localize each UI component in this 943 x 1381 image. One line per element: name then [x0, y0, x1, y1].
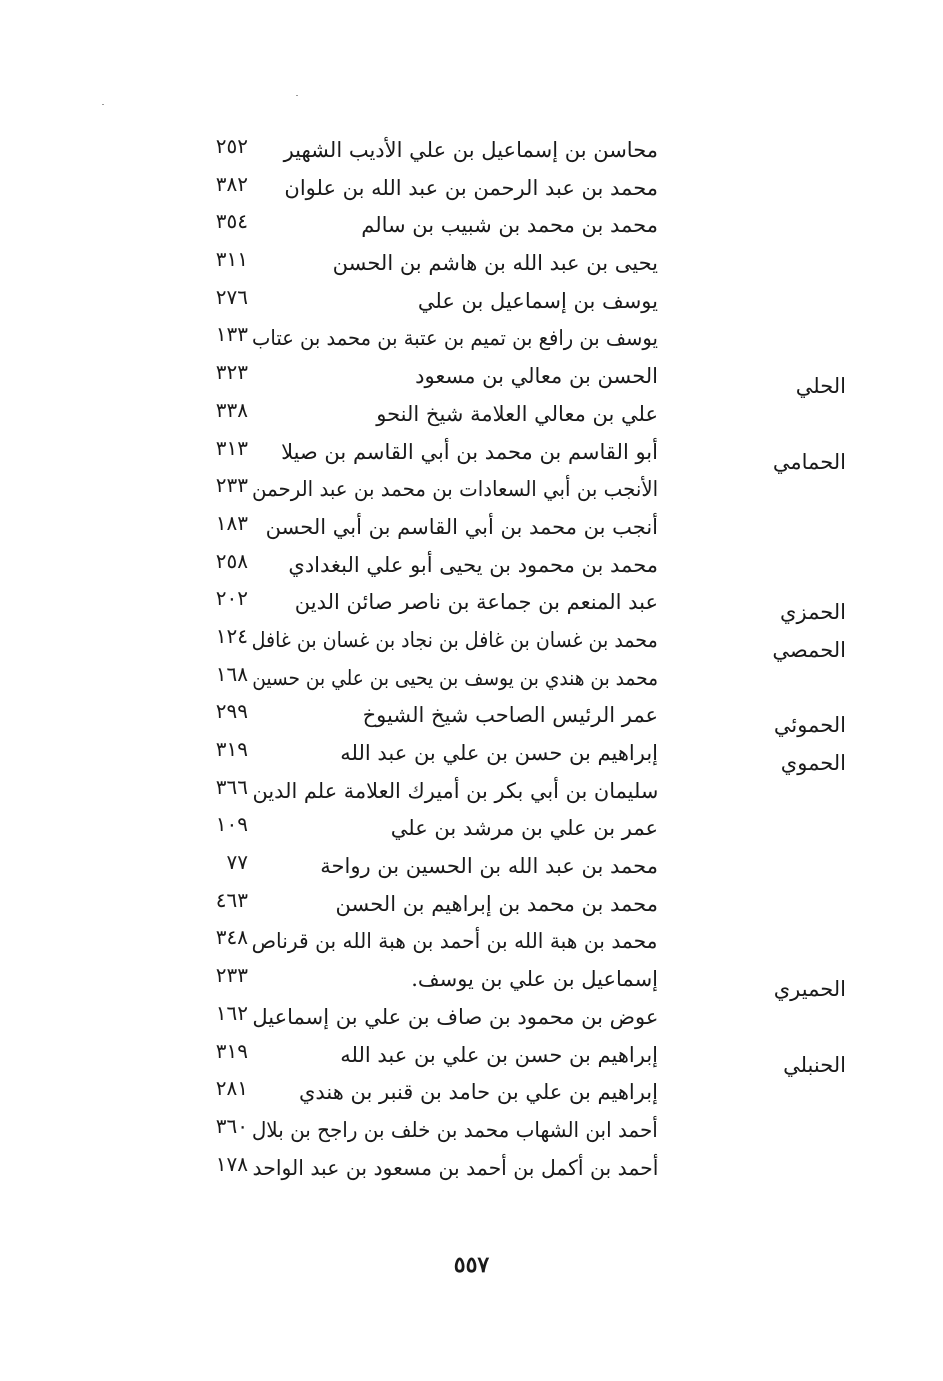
index-entry [0, 172, 943, 210]
page-reference: ٢٣٣ [215, 473, 248, 498]
page-reference: ٣٦٦ [215, 774, 248, 799]
person-name: أحمد ابن الشهاب محمد بن خلف بن راجح بن بلال [251, 1117, 658, 1142]
index-entry [0, 398, 943, 436]
index-entry [0, 888, 943, 926]
page-reference: ٢٩٩ [215, 699, 248, 724]
page-reference: ٢٠٢ [215, 586, 248, 611]
person-name: الأنجب بن أبي السعادات بن محمد بن عبد الرحمن [251, 477, 658, 502]
person-name: أنجب بن محمد بن أبي القاسم بن أبي الحسن [265, 514, 658, 539]
page-reference: ٣١٩ [215, 737, 248, 761]
page-reference: ٣٤٨ [215, 925, 248, 950]
scan-speck [102, 104, 104, 105]
page-reference: ٣٥٤ [215, 209, 248, 234]
person-name: عوض بن محمود بن صاف بن علي بن إسماعيل [252, 1004, 658, 1029]
person-name: أحمد بن أكمل بن أحمد بن مسعود بن عبد الواحد [252, 1155, 658, 1180]
page-reference: ١٠٩ [215, 812, 248, 837]
nisba-heading: الحلي [795, 374, 846, 399]
index-entry [0, 662, 943, 700]
nisba-heading: الحموئي [773, 713, 846, 738]
person-name: محمد بن محمد بن إبراهيم بن الحسن [335, 891, 658, 916]
page-reference: ٢٧٦ [215, 284, 248, 309]
person-name: عبد المنعم بن جماعة بن ناصر صائن الدين [294, 590, 658, 615]
page-reference: ٢٣٣ [215, 963, 248, 988]
person-name: يوسف بن رافع بن تميم بن عتبة بن محمد بن عتاب [252, 326, 658, 351]
index-entry [0, 322, 943, 360]
index-entry [0, 925, 943, 963]
index-entry [0, 850, 943, 888]
person-name: إسماعيل بن علي بن يوسف. [411, 967, 658, 992]
person-name: يحيى بن عبد الله بن هاشم بن الحسن [332, 251, 658, 276]
index-entry [0, 209, 943, 247]
index-entry [0, 1114, 943, 1152]
index-entry [0, 775, 943, 813]
index-entry [0, 285, 943, 323]
nisba-heading: الحمزي [780, 600, 846, 625]
page-reference: ٢٥٢ [215, 134, 248, 158]
nisba-heading: الحمصي [772, 637, 846, 662]
page-reference: ٣٨٢ [215, 171, 248, 196]
index-entry [0, 699, 943, 737]
index-entry [0, 963, 943, 1001]
person-name: محاسن بن إسماعيل بن علي الأديب الشهير [283, 138, 658, 162]
index-entry [0, 1039, 943, 1077]
person-name: علي بن معالي العلامة شيخ النحو [376, 401, 658, 426]
person-name: محمد بن عبد الله بن الحسين بن رواحة [320, 854, 658, 879]
page-reference: ١٧٨ [215, 1151, 248, 1176]
scan-speck [296, 95, 298, 96]
page-reference: ١٦٨ [215, 661, 248, 686]
person-name: أبو القاسم بن محمد بن أبي القاسم بن صيلا [281, 439, 658, 464]
index-entry [0, 1076, 943, 1114]
index-entry [0, 511, 943, 549]
person-name: محمد بن محمود بن يحيى أبو علي البغدادي [288, 552, 658, 577]
index-entry [0, 360, 943, 398]
page-reference: ٣١٩ [215, 1038, 248, 1063]
page-reference: ١٨٣ [215, 510, 248, 535]
person-name: عمر بن علي بن مرشد بن علي [390, 816, 658, 841]
page-reference: ٣٦٠ [215, 1113, 248, 1138]
person-name: محمد بن عبد الرحمن بن عبد الله بن علوان [284, 175, 658, 200]
page-reference: ٣٢٣ [215, 360, 248, 385]
index-entry [0, 436, 943, 474]
index-entry [0, 247, 943, 285]
nisba-heading: الحمامي [772, 449, 846, 474]
person-name: الحسن بن معالي بن مسعود [415, 364, 658, 389]
name-index-list [0, 134, 943, 1189]
index-entry [0, 624, 943, 662]
page-reference: ٣١٣ [215, 435, 248, 460]
page-reference: ١٣٣ [215, 322, 248, 347]
index-entry [0, 473, 943, 511]
person-name: إبراهيم بن حسن بن علي بن عبد الله [340, 1042, 658, 1067]
person-name: سليمان بن أبي بكر بن أميرك العلامة علم الدين [252, 778, 658, 803]
page-reference: ٧٧ [226, 850, 248, 875]
page-reference: ٢٨١ [215, 1076, 248, 1101]
person-name: محمد بن هندي بن يوسف بن يحيى بن علي بن حسين [252, 665, 658, 690]
index-entry [0, 1001, 943, 1039]
page-reference: ٢٥٨ [215, 548, 248, 573]
page-reference: ١٦٢ [215, 1000, 248, 1025]
person-name: محمد بن محمد بن شبيب بن سالم [361, 213, 658, 238]
index-entry [0, 737, 943, 775]
person-name: يوسف بن إسماعيل بن علي [417, 288, 658, 313]
index-entry [0, 549, 943, 587]
page-reference: ١٢٤ [215, 623, 248, 648]
person-name: عمر الرئيس الصاحب شيخ الشيوخ [362, 703, 658, 728]
nisba-heading: الحنبلي [783, 1052, 846, 1077]
nisba-heading: الحموي [780, 751, 846, 775]
person-name: إبراهيم بن حسن بن علي بن عبد الله [340, 741, 658, 765]
index-entry [0, 812, 943, 850]
person-name: محمد بن غسان بن غافل بن نجاد بن غسان بن غافل [251, 627, 658, 652]
index-entry [0, 1152, 943, 1190]
index-entry [0, 134, 943, 172]
person-name: إبراهيم بن علي بن حامد بن قنبر بن هندي [298, 1080, 658, 1105]
nisba-heading: الحميري [773, 977, 846, 1002]
page-number: ٥٥٧ [453, 1252, 490, 1278]
page-reference: ٣٣٨ [215, 397, 248, 422]
page-reference: ٤٦٣ [215, 887, 248, 912]
index-entry [0, 586, 943, 624]
page-reference: ٣١١ [215, 247, 248, 272]
person-name: محمد بن هبة الله بن أحمد بن هبة الله بن قرناص [252, 929, 658, 954]
